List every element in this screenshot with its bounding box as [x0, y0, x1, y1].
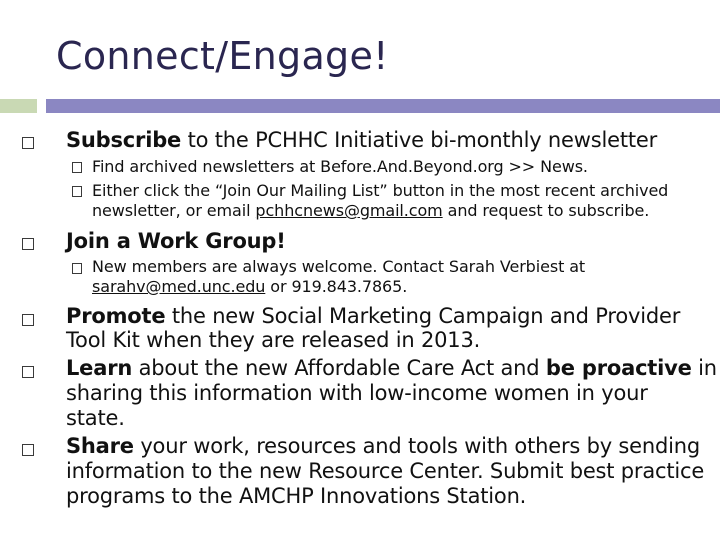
- item-promote-line1: [66, 304, 680, 328]
- item-bold-label: Subscribe: [66, 128, 182, 152]
- item-bold-label: Learn: [66, 356, 133, 380]
- bullet-box-icon: [22, 366, 34, 378]
- item-promote-line2: Tool Kit when they are released in 2013.: [66, 328, 481, 352]
- item-text: about the new Affordable Care Act and: [132, 356, 546, 380]
- subitem-text: and request to subscribe.: [442, 201, 650, 220]
- item-learn-line1: [66, 356, 717, 380]
- item-share-line2: information to the new Resource Center. Submit best practice: [66, 459, 705, 483]
- item-learn-line3: state.: [66, 406, 125, 430]
- item-subscribe: [66, 128, 657, 152]
- subitem-text: newsletter, or email: [92, 201, 256, 220]
- bullet-box-icon: [22, 314, 34, 326]
- item-share-line1: [66, 434, 700, 458]
- email-link-pchhcnews[interactable]: pchhcnews@gmail.com: [255, 201, 443, 220]
- bullet-box-icon: [22, 238, 34, 250]
- sub-bullet-box-icon: [72, 186, 82, 197]
- item-text: the new Social Marketing Campaign and Provider: [165, 304, 681, 328]
- item-bold-label: Promote: [66, 304, 166, 328]
- subitem-mailing-list-line1: Either click the “Join Our Mailing List” button in the most recent archived: [92, 181, 669, 200]
- subitem-mailing-list-line2: [92, 201, 649, 220]
- item-share-line3: programs to the AMCHP Innovations Station.: [66, 484, 527, 508]
- subitem-new-members-line1: New members are always welcome. Contact Sarah Verbiest at: [92, 257, 586, 276]
- item-learn-line2: sharing this information with low-income women in your: [66, 381, 648, 405]
- item-text: to the PCHHC Initiative bi-monthly newsletter: [181, 128, 658, 152]
- slide-title: Connect/Engage!: [56, 34, 389, 78]
- item-text: your work, resources and tools with others by sending: [133, 434, 701, 458]
- email-link-sarahv[interactable]: sarahv@med.unc.edu: [92, 277, 266, 296]
- item-bold-label: Share: [66, 434, 134, 458]
- item-bold-label: Join a Work Group!: [66, 229, 286, 253]
- subitem-new-members-line2: [92, 277, 407, 296]
- item-join-work-group: [66, 229, 286, 253]
- subitem-archived-newsletters: Find archived newsletters at Before.And.Beyond.org >> News.: [92, 157, 588, 176]
- item-text: in: [691, 356, 717, 380]
- sub-bullet-box-icon: [72, 263, 82, 274]
- bullet-box-icon: [22, 137, 34, 149]
- sub-bullet-box-icon: [72, 162, 82, 173]
- item-bold-label: be proactive: [545, 356, 692, 380]
- bullet-box-icon: [22, 444, 34, 456]
- subitem-text: or 919.843.7865.: [265, 277, 408, 296]
